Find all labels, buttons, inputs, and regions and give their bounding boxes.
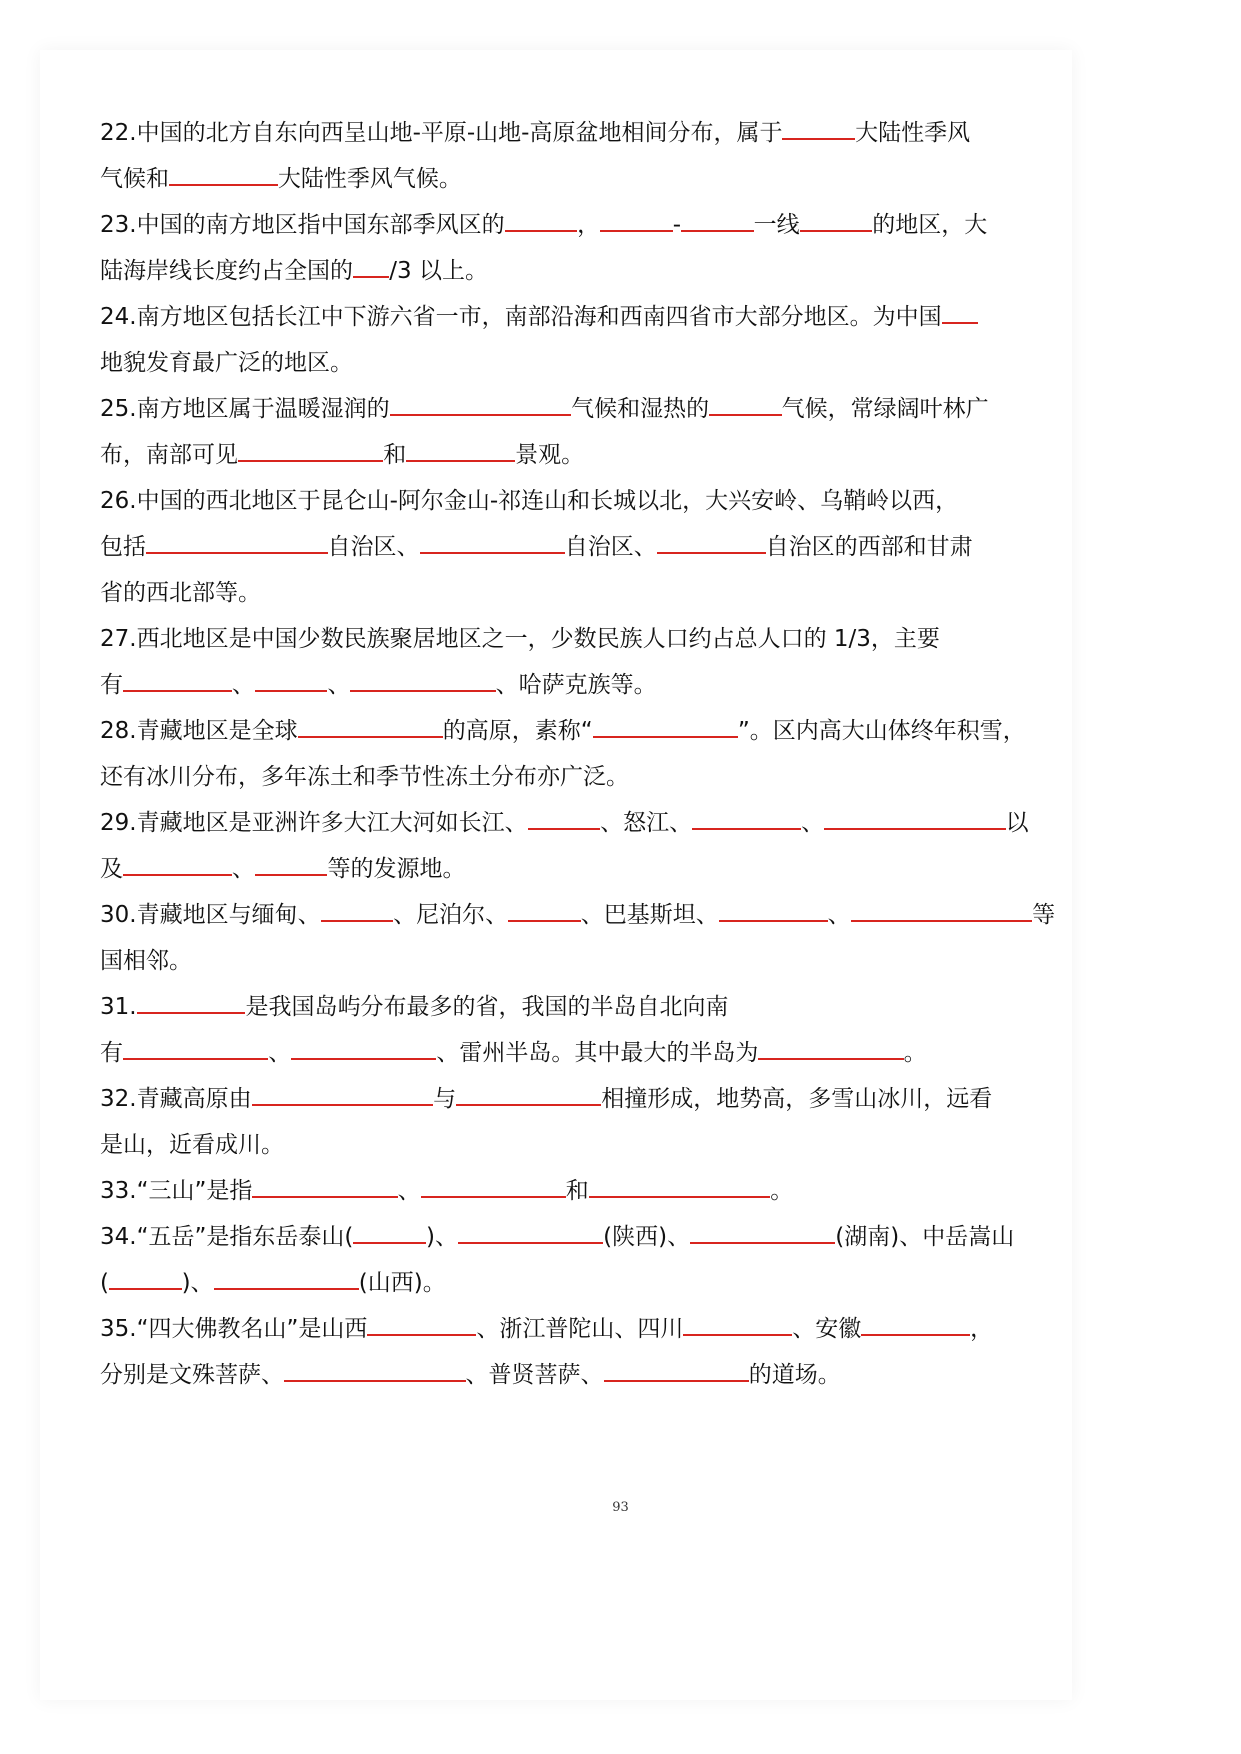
question-text: 和: [565, 1178, 589, 1204]
question-text: 34.“五岳”是指东岳泰山(: [100, 1224, 354, 1250]
fill-in-blank[interactable]: [420, 532, 565, 554]
fill-in-blank[interactable]: [683, 1314, 792, 1336]
fill-in-blank[interactable]: [604, 1360, 749, 1382]
question-line: [100, 662, 1020, 708]
fill-in-blank[interactable]: [214, 1268, 359, 1290]
question-text: 以: [1005, 810, 1029, 836]
question-text: 气候和湿热的: [571, 396, 710, 422]
fill-in-blank[interactable]: [528, 808, 601, 830]
question-text: 、: [397, 1178, 421, 1204]
question-text: 景观。: [515, 442, 585, 468]
question-23: [100, 202, 1020, 294]
fill-in-blank[interactable]: [123, 854, 232, 876]
question-text: 的道场。: [748, 1362, 841, 1388]
question-text: 、: [327, 672, 351, 698]
question-line: [100, 156, 1020, 202]
fill-in-blank[interactable]: [123, 1038, 268, 1060]
question-27: [100, 616, 1020, 708]
fill-in-blank[interactable]: [291, 1038, 436, 1060]
question-text: 自治区、: [564, 534, 657, 560]
question-text: ，: [970, 1316, 994, 1342]
fill-in-blank[interactable]: [589, 1176, 771, 1198]
question-text: 省的西北部等。: [100, 580, 261, 606]
question-text: 是我国岛屿分布最多的省，我国的半岛自北向南: [245, 994, 729, 1020]
fill-in-blank[interactable]: [353, 1222, 426, 1244]
fill-in-blank[interactable]: [782, 118, 855, 140]
question-line: [100, 1352, 1020, 1398]
question-text: 、: [801, 810, 825, 836]
question-text: 包括: [100, 534, 146, 560]
fill-in-blank[interactable]: [406, 440, 515, 462]
question-text: 、: [231, 672, 255, 698]
question-text: 35.“四大佛教名山”是山西: [100, 1316, 368, 1342]
question-text: 27.西北地区是中国少数民族聚居地区之一，少数民族人口约占总人口的 1/3，主要: [100, 626, 940, 652]
question-line: [100, 386, 1020, 432]
fill-in-blank[interactable]: [137, 992, 246, 1014]
question-text: (山西)。: [358, 1270, 446, 1296]
fill-in-blank[interactable]: [390, 394, 572, 416]
question-line: [100, 1260, 1020, 1306]
question-text: 28.青藏地区是全球: [100, 718, 298, 744]
fill-in-blank[interactable]: [505, 210, 578, 232]
question-line: [100, 1214, 1020, 1260]
question-text: 、安徽: [792, 1316, 862, 1342]
question-text: )、: [425, 1224, 458, 1250]
page-number: 93: [612, 1500, 629, 1515]
question-text: 、: [231, 856, 255, 882]
question-line: [100, 524, 1020, 570]
question-line: [100, 248, 1020, 294]
question-text: 布，南部可见: [100, 442, 238, 468]
question-text: 、尼泊尔、: [393, 902, 509, 928]
question-34: [100, 1214, 1020, 1306]
question-line: [100, 294, 1020, 340]
fill-in-blank[interactable]: [169, 164, 278, 186]
question-line: [100, 1306, 1020, 1352]
question-text: 有: [100, 672, 123, 698]
question-24: [100, 294, 1020, 386]
question-text: 、普贤菩萨、: [465, 1362, 604, 1388]
question-text: 30.青藏地区与缅甸、: [100, 902, 321, 928]
question-text: ”。区内高大山体终年积雪，: [737, 718, 1026, 744]
question-line: [100, 984, 1020, 1030]
fill-in-blank[interactable]: [298, 716, 443, 738]
question-text: 分别是文殊菩萨、: [100, 1362, 284, 1388]
question-text: (: [100, 1270, 109, 1296]
question-text: 33.“三山”是指: [100, 1178, 253, 1204]
question-line: [100, 938, 1020, 984]
question-text: 地貌发育最广泛的地区。: [100, 350, 353, 376]
fill-in-blank[interactable]: [350, 670, 495, 692]
question-text: 自治区、: [327, 534, 420, 560]
question-line: [100, 708, 1026, 754]
fill-in-blank[interactable]: [109, 1268, 182, 1290]
fill-in-blank[interactable]: [252, 1084, 434, 1106]
question-line: [100, 846, 1020, 892]
question-text: 与: [433, 1086, 457, 1112]
question-text: 、巴基斯坦、: [580, 902, 719, 928]
question-text: (湖南)、中岳嵩山: [835, 1224, 1015, 1250]
fill-in-blank[interactable]: [255, 670, 328, 692]
fill-in-blank[interactable]: [508, 900, 581, 922]
fill-in-blank[interactable]: [123, 670, 232, 692]
question-text: 25.南方地区属于温暖湿润的: [100, 396, 390, 422]
question-line: [100, 616, 1020, 662]
question-text: 陆海岸线长度约占全国的: [100, 258, 353, 284]
question-text: 24.南方地区包括长江中下游六省一市，南部沿海和西南四省市大部分地区。为中国: [100, 304, 942, 330]
question-line: [100, 800, 1029, 846]
question-line: [100, 570, 1020, 616]
question-text: 、: [827, 902, 851, 928]
question-text: 等的发源地。: [327, 856, 466, 882]
question-text: /3 以上。: [389, 258, 488, 284]
question-line: [100, 1030, 1020, 1076]
question-text: 的地区，大: [872, 212, 988, 238]
question-text: 22.中国的北方自东向西呈山地-平原-山地-高原盆地相间分布，属于: [100, 120, 783, 146]
question-line: [100, 1122, 1020, 1168]
question-33: [100, 1168, 1020, 1214]
question-text: 的高原，素称“: [442, 718, 593, 744]
fill-in-blank[interactable]: [238, 440, 383, 462]
question-text: 大陆性季风: [855, 120, 971, 146]
fill-in-blank[interactable]: [421, 1176, 566, 1198]
question-text: 23.中国的南方地区指中国东部季风区的: [100, 212, 505, 238]
question-text: 气候，常绿阔叶林广: [781, 396, 989, 422]
question-line: [100, 202, 1020, 248]
fill-in-blank[interactable]: [367, 1314, 476, 1336]
question-line: [100, 892, 1056, 938]
question-35: [100, 1306, 1020, 1398]
question-26: [100, 478, 1020, 616]
fill-in-blank[interactable]: [252, 1176, 397, 1198]
fill-in-blank[interactable]: [681, 210, 754, 232]
question-text: 气候和: [100, 166, 169, 192]
question-line: [100, 478, 1020, 524]
question-28: [100, 708, 1026, 800]
question-32: [100, 1076, 1020, 1168]
question-text: 。: [770, 1178, 794, 1204]
fill-in-blank[interactable]: [690, 1222, 835, 1244]
question-line: [100, 1168, 1020, 1214]
question-31: [100, 984, 1020, 1076]
question-text: -: [672, 212, 682, 238]
fill-in-blank[interactable]: [657, 532, 766, 554]
question-text: 29.青藏地区是亚洲许多大江大河如长江、: [100, 810, 528, 836]
question-25: [100, 386, 1020, 478]
question-text: 一线: [753, 212, 800, 238]
question-text: 还有冰川分布，多年冻土和季节性冻土分布亦广泛。: [100, 764, 629, 790]
question-text: 相撞形成，地势高，多雪山冰川，远看: [601, 1086, 993, 1112]
question-22: [100, 110, 1020, 202]
question-line: [100, 110, 1020, 156]
question-list: [100, 110, 1056, 1398]
fill-in-blank[interactable]: [692, 808, 801, 830]
question-30: [100, 892, 1056, 984]
fill-in-blank[interactable]: [146, 532, 328, 554]
fill-in-blank[interactable]: [593, 716, 738, 738]
fill-in-blank[interactable]: [709, 394, 782, 416]
fill-in-blank[interactable]: [758, 1038, 903, 1060]
question-text: 、雷州半岛。其中最大的半岛为: [436, 1040, 759, 1066]
fill-in-blank[interactable]: [321, 900, 394, 922]
question-text: 26.中国的西北地区于昆仑山-阿尔金山-祁连山和长城以北，大兴安岭、乌鞘岭以西，: [100, 488, 959, 514]
question-text: 、怒江、: [600, 810, 693, 836]
question-text: )、: [181, 1270, 214, 1296]
question-text: 是山，近看成川。: [100, 1132, 284, 1158]
question-text: 有: [100, 1040, 123, 1066]
question-text: 31.: [100, 994, 137, 1020]
fill-in-blank[interactable]: [861, 1314, 970, 1336]
fill-in-blank[interactable]: [851, 900, 1033, 922]
question-text: 等: [1032, 902, 1056, 928]
fill-in-blank[interactable]: [284, 1360, 466, 1382]
fill-in-blank[interactable]: [600, 210, 673, 232]
question-text: ，: [577, 212, 601, 238]
question-text: 国相邻。: [100, 948, 192, 974]
question-text: 和: [383, 442, 407, 468]
question-text: 、浙江普陀山、四川: [476, 1316, 684, 1342]
question-text: 及: [100, 856, 123, 882]
question-text: 自治区的西部和甘肃: [765, 534, 973, 560]
fill-in-blank[interactable]: [255, 854, 328, 876]
question-line: [100, 340, 1020, 386]
question-line: [100, 1076, 1020, 1122]
fill-in-blank[interactable]: [456, 1084, 601, 1106]
question-line: [100, 754, 1020, 800]
question-text: 。: [903, 1040, 927, 1066]
question-text: (陕西)、: [603, 1224, 691, 1250]
question-text: 、哈萨克族等。: [495, 672, 657, 698]
question-29: [100, 800, 1029, 892]
fill-in-blank[interactable]: [824, 808, 1006, 830]
question-text: 32.青藏高原由: [100, 1086, 252, 1112]
question-line: [100, 432, 1020, 478]
fill-in-blank[interactable]: [458, 1222, 603, 1244]
question-text: 、: [268, 1040, 292, 1066]
fill-in-blank[interactable]: [800, 210, 873, 232]
fill-in-blank[interactable]: [719, 900, 828, 922]
question-text: 大陆性季风气候。: [277, 166, 462, 192]
fill-in-blank[interactable]: [942, 302, 978, 324]
fill-in-blank[interactable]: [353, 256, 389, 278]
